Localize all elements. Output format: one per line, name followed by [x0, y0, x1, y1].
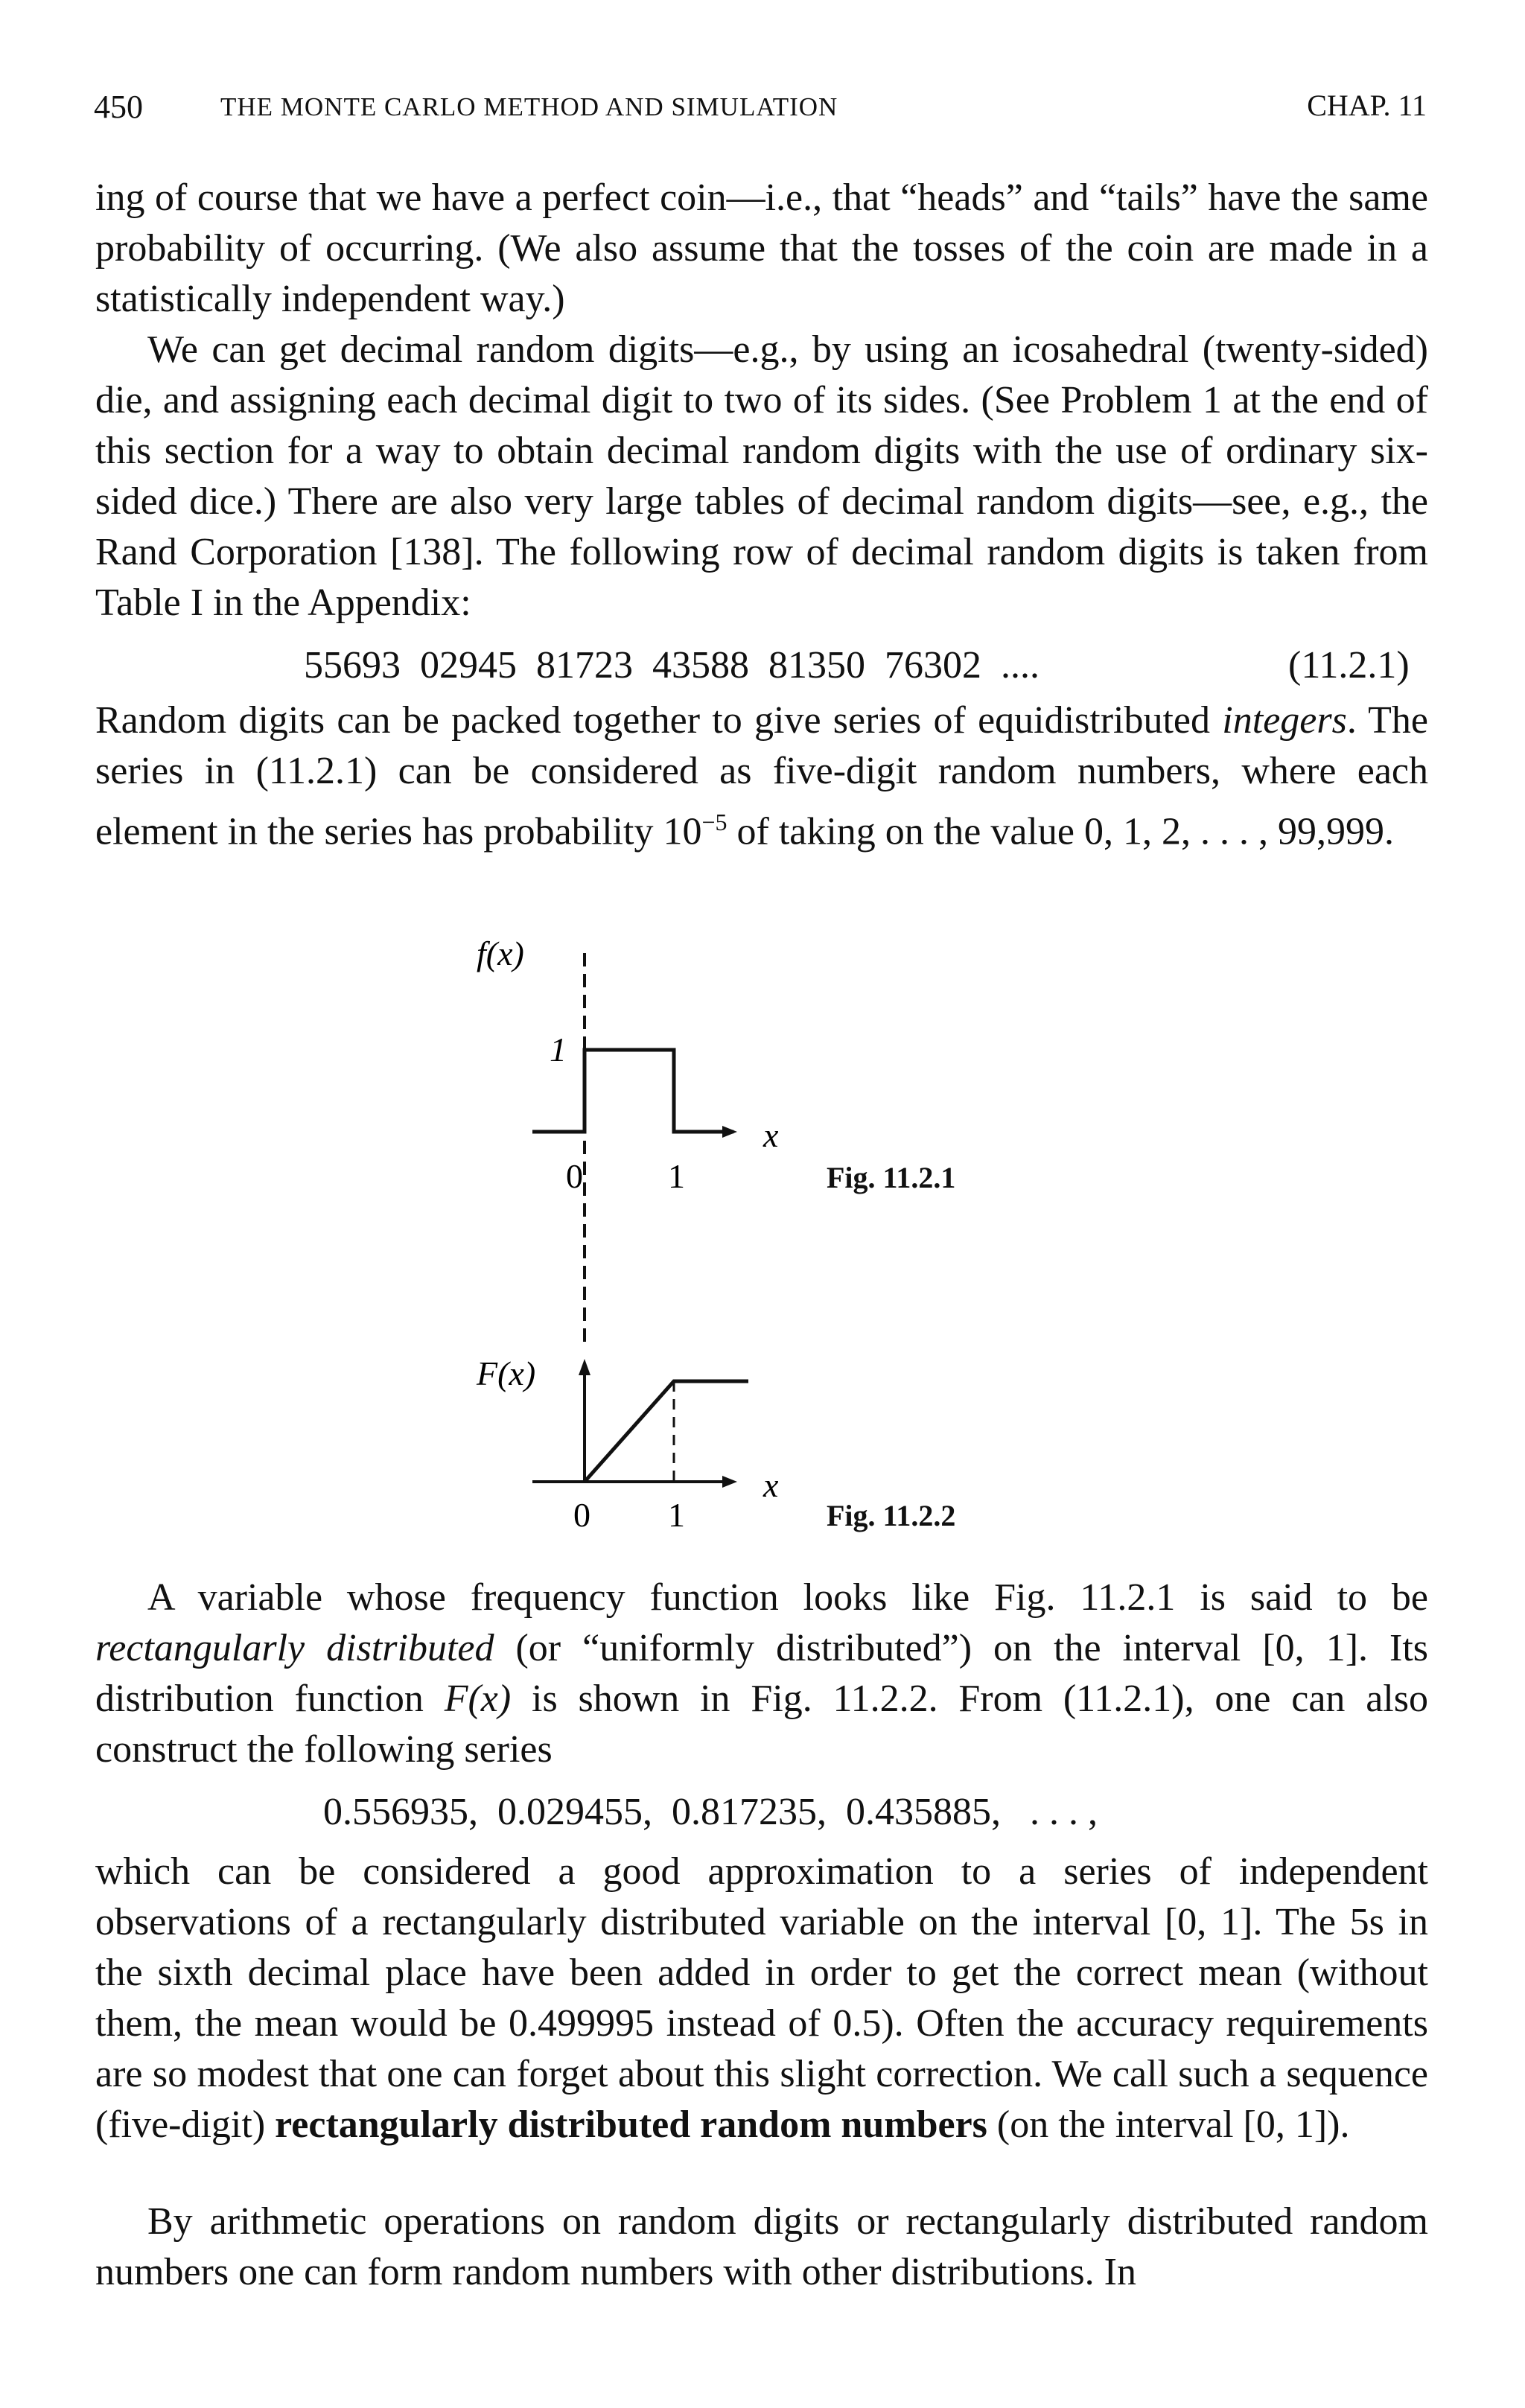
text-run: . The series in (11.2.1) can be considered as five-digit random numbers, where each element in the series has probability 10: [95, 699, 1429, 853]
y-axis-arrow-2: [579, 1359, 590, 1375]
fig1-xlabel: x: [763, 1116, 779, 1154]
x-axis-arrow-2: [722, 1476, 737, 1488]
superscript-exponent: −5: [701, 809, 728, 835]
fig2-ylabel: F(x): [477, 1354, 536, 1392]
series-row: 0.556935, 0.029455, 0.817235, 0.435885, . . . ,: [323, 1791, 1098, 1833]
x-axis-arrow-1: [722, 1126, 737, 1138]
emphasis-rectangularly-distributed: rectangularly distributed: [95, 1627, 494, 1669]
paragraph-5: [95, 1847, 1428, 2150]
fig-11-2-1-caption: Fig. 11.2.1: [827, 1161, 956, 1194]
text-run: (or “uniformly distributed”) on the interval [0, 1]. Its distribution function: [95, 1627, 1429, 1720]
paragraph-2: We can get decimal random digits—e.g., by using an icosahedral (twenty-sided) die, and assigning each decimal digit to two of its sides. (See Problem 1 at the end of this section for a way to obtain decimal random digits with the use of ordinary six-sided dice.) There are also very large tables of decimal random digits—see, e.g., the Rand Corporation [138]. The following row of decimal random digits is taken from Table I in the Appendix:: [95, 328, 1428, 624]
paragraph-6: By arithmetic operations on random digits or rectangularly distributed random numbers one can form random numbers with other distributions. In: [95, 2200, 1428, 2293]
emphasis-Fx: F(x): [444, 1678, 512, 1720]
fig1-ytick-1: 1: [550, 1031, 567, 1068]
cdf-curve: [585, 1381, 748, 1482]
text-run: Random digits can be packed together to give series of equidistributed: [95, 699, 1223, 742]
text-run: is shown in Fig. 11.2.2. From (11.2.1), one can also construct the following series: [95, 1678, 1428, 1771]
bold-term: rectangularly distributed random numbers: [275, 2103, 987, 2146]
equation-number: (11.2.1): [1288, 644, 1410, 687]
page-number: 450: [94, 89, 143, 125]
fig2-xtick-1: 1: [668, 1496, 685, 1534]
figure-11-2-1-and-11-2-2: [462, 931, 1057, 1541]
fig2-xlabel: x: [763, 1466, 779, 1504]
paragraph-4: [95, 1573, 1428, 1775]
paragraph-3: [95, 695, 1428, 857]
fig-11-2-2-caption: Fig. 11.2.2: [827, 1499, 956, 1532]
fig1-xtick-0: 0: [566, 1157, 583, 1195]
text-run: A variable whose frequency function looks like Fig. 11.2.1 is said to be: [147, 1576, 1428, 1619]
text-run: of taking on the value 0, 1, 2, . . . , 99,999.: [727, 810, 1394, 853]
emphasis-integers: integers: [1222, 699, 1347, 742]
text-run: which can be considered a good approximation to a series of independent observations of a rectangularly distributed variable on the interval [0, 1]. The 5s in the sixth decimal place have been added in order to get the correct mean (without them, the mean would be 0.499995 instead of 0.5). Often the accuracy requirements are so modest that one can forget about this slight correction. We call such a sequence (five-digit): [95, 1850, 1428, 2146]
fig1-xtick-1: 1: [668, 1157, 685, 1195]
running-header: [94, 88, 1427, 133]
digit-row: 55693 02945 81723 43588 81350 76302 ....: [304, 644, 1040, 687]
fig2-xtick-0: 0: [573, 1496, 590, 1534]
running-title: THE MONTE CARLO METHOD AND SIMULATION: [220, 92, 838, 121]
fig1-ylabel: f(x): [477, 934, 524, 972]
chapter-label: CHAP. 11: [1307, 89, 1427, 122]
text-run: (on the interval [0, 1]).: [987, 2103, 1350, 2146]
paragraph-1: ing of course that we have a perfect coin—i.e., that “heads” and “tails” have the same probability of occurring. (We also assume that the tosses of the coin are made in a statistically independent way.): [95, 176, 1428, 320]
